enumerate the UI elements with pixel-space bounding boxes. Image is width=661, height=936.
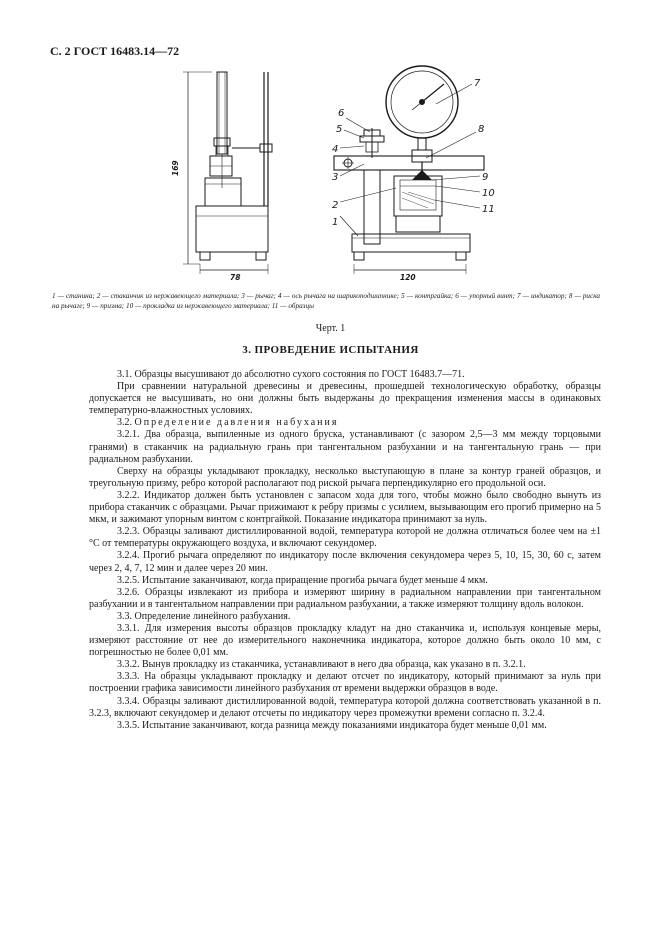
front-view bbox=[332, 66, 495, 282]
subsection-heading bbox=[89, 417, 601, 429]
body-text bbox=[89, 369, 601, 732]
paragraph: 3.2.1. Два образца, выпиленные из одного бруска, устанавливают (с зазором 2,5—3 мм между торцовыми гранями) в стаканчик на радиальную грань при тангентальном разбухании и на тангентальную грань — при радиальном разбухании. bbox=[89, 429, 601, 465]
callout-6: 6 bbox=[338, 108, 345, 119]
callout-4: 4 bbox=[332, 144, 339, 155]
subsection-number: 3.2. bbox=[117, 417, 132, 429]
side-view bbox=[171, 72, 272, 282]
dim-120: 120 bbox=[400, 273, 416, 282]
paragraph: 3.2.6. Образцы извлекают из прибора и измеряют ширину в радиальном направлении при тангентальном разбухании и в тангентальном направлении при радиальном разбухании, а также измеряют толщину вдоль волокон. bbox=[89, 586, 601, 610]
paragraph: 3.1. Образцы высушивают до абсолютно сухого состояния по ГОСТ 16483.7—71. bbox=[117, 369, 465, 380]
callout-5: 5 bbox=[336, 124, 343, 135]
callout-1: 1 bbox=[332, 217, 339, 228]
paragraph: 3.2.3. Образцы заливают дистиллированной водой, температура которой не должна отличаться более чем на ±1 °С от температуры окружающего воздуха, и включают секундомер. bbox=[89, 526, 601, 550]
figure-legend: 1 — станина; 2 — стаканчик из нержавеющего материала; 3 — рычаг; 4 — ось рычага на шарикоподшипнике; 5 — контргайка; 6 — упорный винт; 7 — индикатор; 8 — риска на рычаге; 9 — призма; 10 — прокладка из нержавеющего материала; 11 — образцы bbox=[52, 292, 600, 310]
dim-169: 169 bbox=[171, 160, 180, 176]
callout-11: 11 bbox=[482, 204, 495, 215]
callout-9: 9 bbox=[482, 172, 489, 183]
callout-3: 3 bbox=[332, 172, 339, 183]
callout-10: 10 bbox=[482, 188, 495, 199]
paragraph: 3.2.5. Испытание заканчивают, когда приращение прогиба рычага будет меньше 4 мкм. bbox=[117, 574, 488, 586]
paragraph: При сравнении натуральной древесины и древесины, прошедшей технологическую обработку, образцы допускается не высушивать, но они должны быть выдержаны до прекращения изменения массы в одинаковых температурно-влажностных условиях. bbox=[89, 381, 601, 417]
callout-7: 7 bbox=[474, 78, 481, 89]
paragraph: 3.3.3. На образцы укладывают прокладку и делают отсчет по индикатору, который принимают за нуль при построении графика зависимости линейного разбухания от времени выдержки образцов в воде. bbox=[89, 671, 601, 695]
paragraph: 3.3.4. Образцы заливают дистиллированной водой, температура которой должна соответствовать указанной в п. 3.2.3, включают секундомер и делают отсчеты по индикатору через промежутки времени согласно п. 3.2.4. bbox=[89, 695, 601, 719]
paragraph: 3.2.2. Индикатор должен быть установлен с запасом хода для того, чтобы можно было свободно вынуть из прибора стаканчик с образцами. Рычаг прижимают к ребру призмы с усилием, вызывающим его прогиб примерно на 5 мкм, и зажимают упорным винтом с контргайкой. Показание индикатора принимают за нуль. bbox=[89, 489, 601, 526]
paragraph: 3.3.1. Для измерения высоты образцов прокладку кладут на дно стаканчика и, используя концевые меры, измеряют расстояние от нее до измерительного наконечника индикатора, которое должно быть около 10 мм, с погрешностью не более 0,01 мм. bbox=[89, 622, 601, 659]
paragraph: 3.3. Определение линейного разбухания. bbox=[117, 610, 291, 622]
paragraph: 3.2.4. Прогиб рычага определяют по индикатору после включения секундомера через 5, 10, 15, 30, 60 с, затем через 2, 4, 7, 12 мин и далее через 20 мин. bbox=[89, 550, 601, 574]
callout-2: 2 bbox=[332, 200, 339, 211]
paragraph: Сверху на образцы укладывают прокладку, несколько выступающую в плане за контур граней образцов, и треугольную призму, ребро которой располагают под риской рычага перпендикулярно его продольной оси. bbox=[89, 465, 601, 489]
dim-78: 78 bbox=[230, 273, 241, 282]
page-header: С. 2 ГОСТ 16483.14—72 bbox=[50, 44, 180, 58]
section-title: 3. ПРОВЕДЕНИЕ ИСПЫТАНИЯ bbox=[242, 344, 419, 356]
paragraph: 3.3.5. Испытание заканчивают, когда разница между показаниями индикатора будет меньше 0,01 мм. bbox=[117, 719, 547, 731]
subsection-title: Определение давления набухания bbox=[134, 417, 339, 429]
paragraph: 3.3.2. Вынув прокладку из стаканчика, устанавливают в него два образца, как указано в п. 3.2.1. bbox=[117, 659, 526, 671]
callout-8: 8 bbox=[478, 124, 485, 135]
apparatus-drawing bbox=[150, 58, 600, 290]
figure-caption: Черт. 1 bbox=[315, 323, 346, 334]
